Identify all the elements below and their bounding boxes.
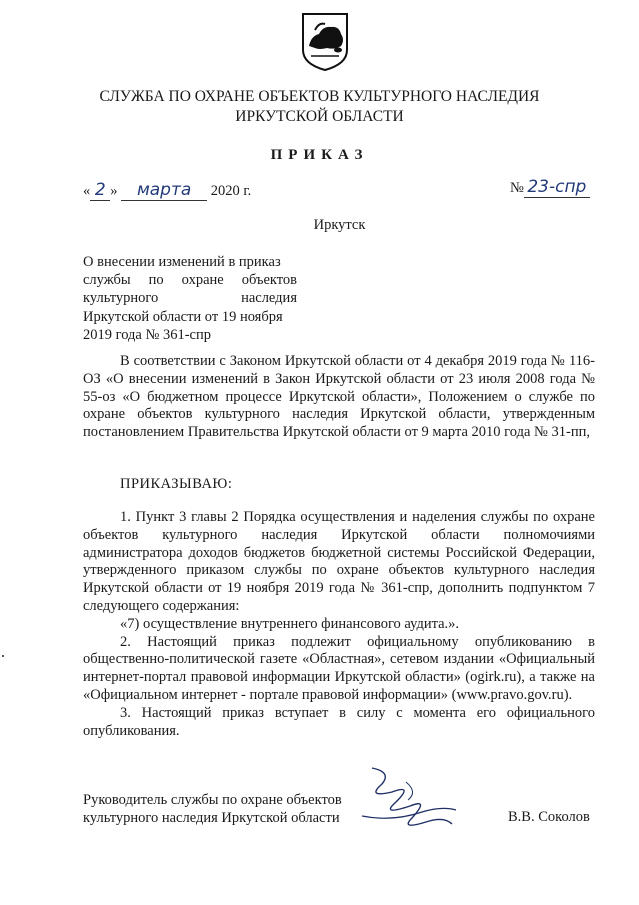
date-month: марта	[121, 180, 207, 201]
subject-line: Иркутской области от 19 ноября	[83, 308, 283, 325]
date-year: 2020 г.	[210, 183, 252, 199]
scan-mark	[2, 655, 4, 657]
preamble-text: В соответствии с Законом Иркутской области от 4 декабря 2019 года № 116-ОЗ «О внесении изменений в Закон Иркутской области от 23 июля 2008 года № 55-оз «О бюджетном процессе Иркутской области», Положением о службе по охране объектов культурного наследия Иркутской области, утвержденным постановлением Правительства Иркутской области от 9 марта 2010 года № 31-пп,	[83, 353, 595, 441]
order-date	[83, 180, 251, 201]
subject-line: культурного наследия	[83, 290, 297, 307]
city: Иркутск	[313, 217, 366, 233]
signatory-position	[83, 791, 342, 827]
item-1-quote: «7) осуществление внутреннего финансового аудита.».	[120, 615, 460, 632]
preamble	[83, 353, 595, 442]
subject-line: О внесении изменений в приказ	[83, 254, 281, 270]
org-name-line1: СЛУЖБА ПО ОХРАНЕ ОБЪЕКТОВ КУЛЬТУРНОГО НАСЛЕДИЯ	[99, 88, 540, 105]
item-3: 3. Настоящий приказ вступает в силу с момента его официального опубликования.	[83, 704, 595, 739]
item-2: 2. Настоящий приказ подлежит официальному опубликованию в общественно-политической газете «Областная», сетевом издании «Официальный интернет-портал правовой информации Иркутской области» (ogirk.ru), а также на «Официальном интернет - портале правовой информации» (www.pravo.gov.ru).	[83, 633, 595, 703]
number-value: 23-спр	[524, 177, 590, 198]
subject-line: 2019 года № 361-спр	[83, 326, 211, 343]
date-open-quote: «	[83, 183, 91, 199]
org-name-line2: ИРКУТСКОЙ ОБЛАСТИ	[235, 108, 404, 125]
coat-of-arms-icon	[301, 12, 349, 72]
position-line: культурного наследия Иркутской области	[83, 810, 340, 826]
order-number	[510, 177, 590, 198]
order-subject	[83, 253, 297, 344]
document-type-title: ПРИКАЗ	[270, 147, 369, 163]
subject-line: службы по охране объектов	[83, 272, 297, 289]
date-close-quote: »	[110, 183, 118, 199]
position-line: Руководитель службы по охране объектов	[83, 792, 342, 808]
item-1: 1. Пункт 3 главы 2 Порядка осуществления и наделения службы по охране объектов культурного наследия Иркутской области полномочиями администратора доходов бюджетов бюджетной системы Российской Федерации, утвержденного приказом службы по охране объектов культурного наследия Иркутской области от 19 ноября 2019 года № 361-спр, дополнить подпунктом 7 следующего содержания:	[83, 509, 595, 614]
date-day: 2	[90, 180, 110, 201]
handwritten-signature-icon	[352, 762, 462, 842]
order-word: ПРИКАЗЫВАЮ:	[120, 476, 233, 492]
number-prefix: №	[510, 180, 524, 196]
signatory-name: В.В. Соколов	[508, 809, 590, 825]
order-items	[83, 509, 595, 740]
